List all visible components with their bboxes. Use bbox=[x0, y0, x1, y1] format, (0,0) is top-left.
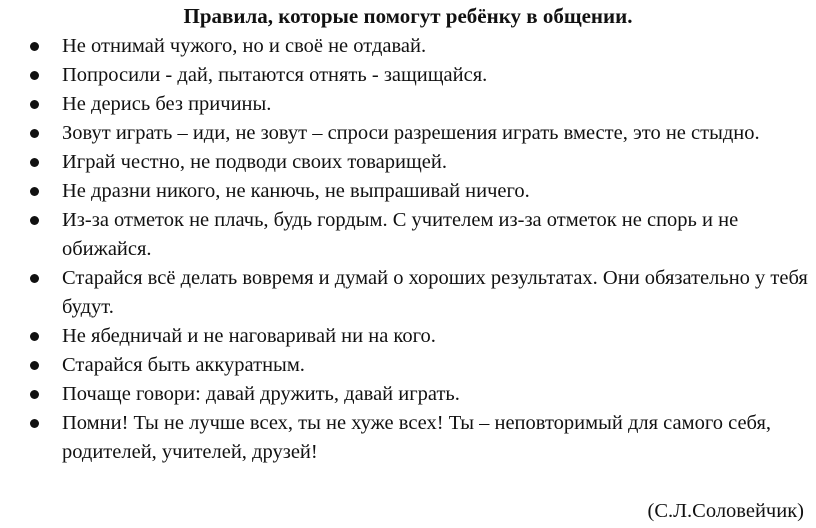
bullet-icon bbox=[30, 100, 39, 109]
rule-text: Старайся быть аккуратным. bbox=[62, 354, 305, 376]
rule-text: Не дерись без причины. bbox=[62, 93, 272, 115]
rule-text: Не ябедничай и не наговаривай ни на кого. bbox=[62, 325, 436, 347]
rule-text: Из-за отметок не плачь, будь гордым. С учителем из-за отметок не спорь и не обижайся. bbox=[62, 209, 739, 260]
list-item bbox=[0, 380, 816, 409]
list-item bbox=[0, 351, 816, 380]
rule-text: Помни! Ты не лучше всех, ты не хуже всех! Ты – неповторимый для самого себя, родителей, учителей, друзей! bbox=[62, 412, 772, 463]
rule-text: Почаще говори: давай дружить, давай играть. bbox=[62, 383, 460, 405]
bullet-icon bbox=[30, 129, 39, 138]
bullet-icon bbox=[30, 42, 39, 51]
list-item bbox=[0, 90, 816, 119]
bullet-icon bbox=[30, 361, 39, 370]
rule-text: Не отнимай чужого, но и своё не отдавай. bbox=[62, 35, 427, 57]
list-item bbox=[0, 61, 816, 90]
list-item bbox=[0, 322, 816, 351]
bullet-icon bbox=[30, 187, 39, 196]
bullet-icon bbox=[30, 158, 39, 167]
document-title: Правила, которые помогут ребёнку в общении. bbox=[183, 4, 633, 28]
rule-text: Играй честно, не подводи своих товарищей. bbox=[62, 151, 447, 173]
list-item bbox=[0, 119, 816, 148]
list-item bbox=[0, 206, 816, 264]
rules-list bbox=[0, 32, 816, 467]
list-item bbox=[0, 32, 816, 61]
list-item bbox=[0, 177, 816, 206]
rule-text: Старайся всё делать вовремя и думай о хороших результатах. Они обязательно у тебя будут. bbox=[62, 267, 808, 318]
bullet-icon bbox=[30, 332, 39, 341]
author-attribution: (С.Л.Соловейчик) bbox=[647, 500, 804, 522]
bullet-icon bbox=[30, 419, 39, 428]
rule-text: Зовут играть – иди, не зовут – спроси разрешения играть вместе, это не стыдно. bbox=[62, 122, 760, 144]
list-item bbox=[0, 148, 816, 177]
list-item bbox=[0, 409, 816, 467]
rule-text: Попросили - дай, пытаются отнять - защищайся. bbox=[62, 64, 488, 86]
bullet-icon bbox=[30, 274, 39, 283]
bullet-icon bbox=[30, 390, 39, 399]
rule-text: Не дразни никого, не канючь, не выпрашивай ничего. bbox=[62, 180, 530, 202]
bullet-icon bbox=[30, 71, 39, 80]
bullet-icon bbox=[30, 216, 39, 225]
list-item bbox=[0, 264, 816, 322]
